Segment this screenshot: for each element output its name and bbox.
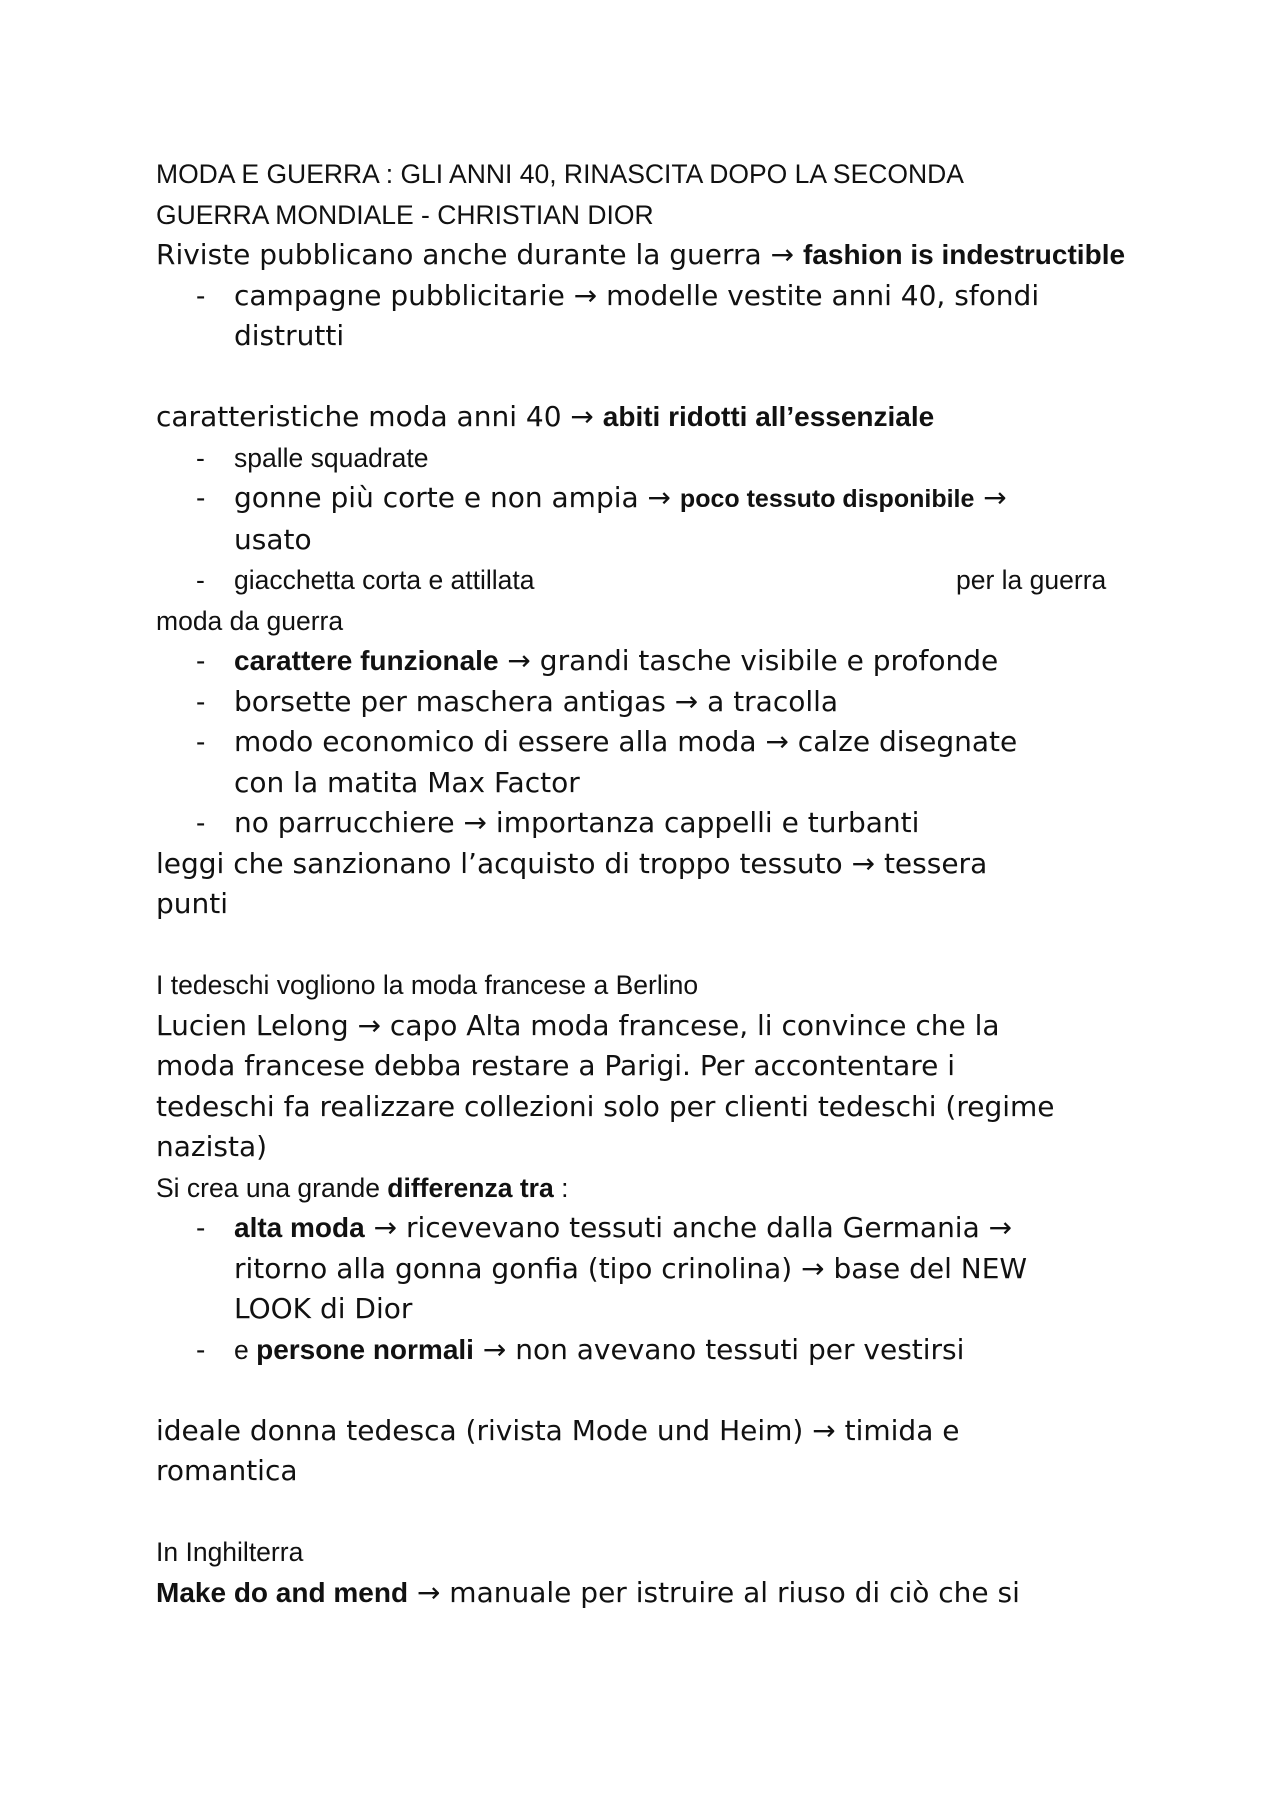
bullet-dash: - bbox=[196, 565, 205, 595]
list-item-text: usato bbox=[234, 522, 312, 556]
bullet-dash: - bbox=[196, 482, 206, 513]
list-item-text: → bbox=[974, 481, 1007, 514]
bold-text: alta moda bbox=[234, 1212, 365, 1243]
list-item-spalle bbox=[156, 438, 1156, 479]
paragraph-tedeschi: I tedeschi vogliono la moda francese a Berlino bbox=[156, 970, 699, 1000]
bold-text: persone normali bbox=[256, 1333, 474, 1365]
bold-text: differenza tra bbox=[387, 1172, 554, 1203]
list-item-text: con la matita Max Factor bbox=[234, 765, 580, 799]
paragraph-make-do bbox=[156, 1573, 1156, 1614]
paragraph-ideale-line-2: romantica bbox=[156, 1454, 298, 1487]
paragraph-text: Riviste pubblicano anche durante la guerra → bbox=[156, 238, 803, 271]
paragraph-caratteristiche bbox=[156, 397, 1156, 438]
paragraph-lelong-line-1: Lucien Lelong → capo Alta moda francese, li convince che la bbox=[156, 1008, 1000, 1042]
bullet-dash: - bbox=[196, 726, 206, 757]
list-item-text: → non avevano tessuti per vestirsi bbox=[473, 1332, 965, 1366]
bold-text: fashion is indestructible bbox=[802, 239, 1126, 270]
list-item-text: gonne più corte e non ampia → bbox=[234, 481, 680, 514]
list-item-text: LOOK di Dior bbox=[234, 1292, 413, 1325]
list-item-carattere bbox=[156, 641, 1156, 682]
list-item-text: modo economico di essere alla moda → calze disegnate bbox=[234, 725, 1018, 758]
bold-text: abiti ridotti all’essenziale bbox=[602, 401, 935, 432]
bullet-dash: - bbox=[196, 685, 206, 717]
bullet-dash: - bbox=[196, 645, 206, 676]
paragraph-leggi-line-2: punti bbox=[156, 887, 229, 920]
bullet-dash: - bbox=[196, 279, 206, 311]
list-item-campagne bbox=[156, 276, 1156, 357]
margin-note: per la guerra bbox=[956, 565, 1107, 595]
list-item-text: giacchetta corta e attillata bbox=[234, 565, 535, 595]
document-title-line-1: MODA E GUERRA : GLI ANNI 40, RINASCITA DOPO LA SECONDA bbox=[156, 159, 964, 189]
paragraph-riviste bbox=[156, 235, 1156, 276]
paragraph-inghilterra: In Inghilterra bbox=[156, 1537, 304, 1567]
list-item-giacchetta bbox=[156, 560, 1156, 601]
paragraph-lelong-line-4: nazista) bbox=[156, 1130, 268, 1163]
document-page bbox=[156, 154, 1156, 1613]
paragraph-text: caratteristiche moda anni 40 → bbox=[156, 400, 603, 433]
list-item-text: → ricevevano tessuti anche dalla Germania → bbox=[364, 1211, 1013, 1244]
paragraph-text: Si crea una grande bbox=[156, 1172, 388, 1203]
list-item-text: spalle squadrate bbox=[234, 442, 429, 473]
bold-text: carattere funzionale bbox=[234, 645, 499, 676]
paragraph-lelong-line-2: moda francese debba restare a Parigi. Per accontentare i bbox=[156, 1049, 956, 1082]
paragraph-moda-da-guerra: moda da guerra bbox=[156, 605, 344, 636]
list-item-text: borsette per maschera antigas → a tracolla bbox=[234, 684, 839, 718]
paragraph-ideale-line-1: ideale donna tedesca (rivista Mode und Heim) → timida e bbox=[156, 1413, 960, 1447]
bullet-dash: - bbox=[196, 1333, 206, 1365]
list-item-alta-moda bbox=[156, 1208, 1156, 1330]
paragraph-text: : bbox=[553, 1172, 569, 1203]
list-item-persone-normali bbox=[156, 1330, 1156, 1371]
bullet-dash: - bbox=[196, 442, 205, 473]
list-item-text: campagne pubblicitarie → modelle vestite anni 40, sfondi bbox=[234, 278, 1040, 312]
paragraph-leggi-line-1: leggi che sanzionano l’acquisto di troppo tessuto → tessera bbox=[156, 846, 988, 880]
list-item-parrucchiere bbox=[156, 803, 1156, 844]
list-item-text: → grandi tasche visibile e profonde bbox=[498, 644, 999, 677]
list-item-gonne bbox=[156, 478, 1156, 560]
bold-text: Make do and mend bbox=[156, 1576, 409, 1608]
bullet-dash: - bbox=[196, 1212, 206, 1243]
list-item-text: ritorno alla gonna gonfia (tipo crinolina) → base del NEW bbox=[234, 1251, 1028, 1285]
paragraph-differenza bbox=[156, 1168, 1156, 1209]
list-item-text: no parrucchiere → importanza cappelli e turbanti bbox=[234, 806, 920, 839]
paragraph-text: → manuale per istruire al riuso di ciò che si bbox=[408, 1575, 1020, 1609]
list-item-text: e bbox=[234, 1334, 257, 1365]
bullet-dash: - bbox=[196, 807, 206, 838]
document-title-line-2: GUERRA MONDIALE - CHRISTIAN DIOR bbox=[156, 199, 654, 230]
list-item-modo-economico bbox=[156, 722, 1156, 803]
paragraph-lelong-line-3: tedeschi fa realizzare collezioni solo per clienti tedeschi (regime bbox=[156, 1089, 1055, 1123]
list-item-borsette bbox=[156, 682, 1156, 723]
bold-text: poco tessuto disponibile bbox=[679, 485, 975, 513]
list-item-text: distrutti bbox=[234, 319, 345, 352]
